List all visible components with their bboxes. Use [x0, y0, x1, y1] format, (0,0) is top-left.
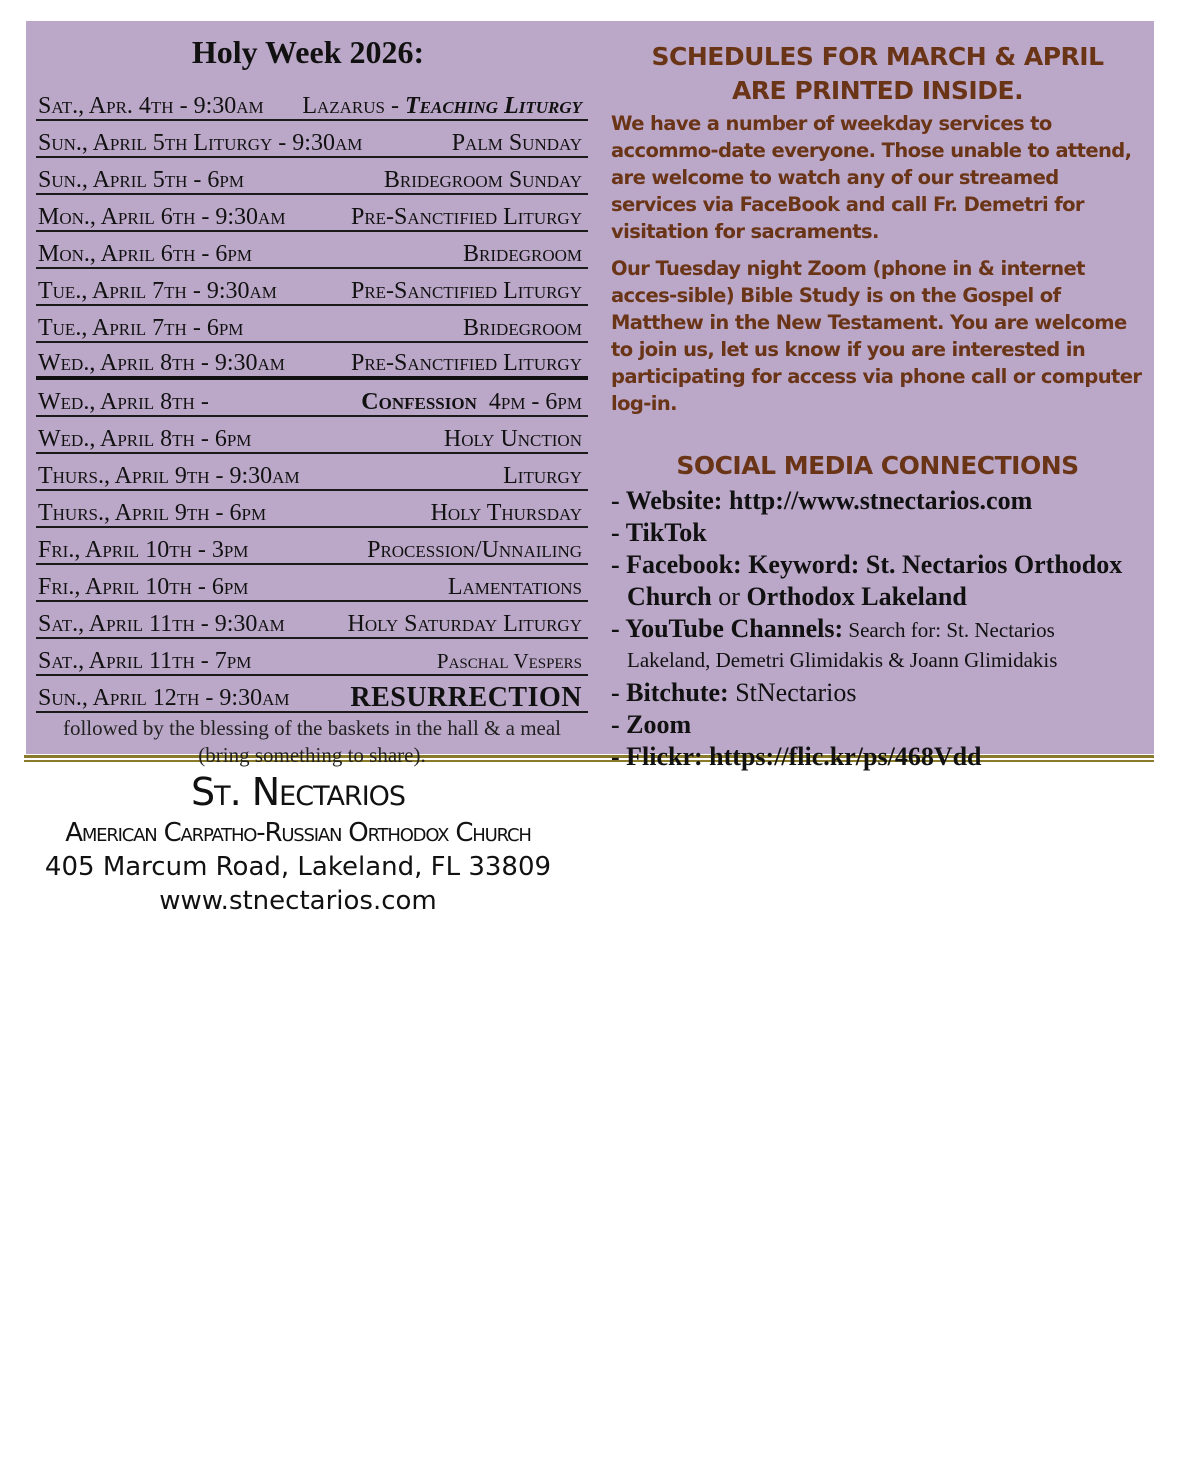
zoom-item[interactable]: - Zoom	[611, 710, 692, 739]
schedule-event: Liturgy	[503, 463, 582, 489]
schedule-event	[302, 93, 582, 119]
bitchute-item[interactable]	[611, 677, 1144, 709]
schedule-event-emphasis: Teaching Liturgy	[404, 93, 582, 119]
youtube-label: - YouTube Channels:	[611, 614, 844, 643]
schedule-row	[36, 84, 588, 121]
schedule-event: Bridegroom Sunday	[383, 167, 582, 193]
schedule-event-label: Lazarus -	[302, 93, 399, 119]
right-column	[611, 38, 1144, 773]
schedule-row	[36, 417, 588, 454]
schedule-event: Holy Thursday	[430, 500, 582, 526]
schedule-date: Wed., April 8th -	[38, 389, 209, 415]
schedule-date: Thurs., April 9th - 6pm	[38, 500, 267, 526]
bible-study-paragraph: Our Tuesday night Zoom (phone in & internet acces-sible) Bible Study is on the Gospel of Matthew in the New Testament. You are welcome to join us, let us know if you are interested in participating for access via phone call or computer log-in.	[611, 257, 1142, 415]
church-name: St. Nectarios	[190, 770, 406, 814]
schedule-row	[36, 602, 588, 639]
schedule-row	[36, 639, 588, 676]
youtube-channels: Lakeland, Demetri Glimidakis & Joann Glimidakis	[627, 648, 1058, 672]
facebook-item-cont	[611, 581, 1144, 613]
schedule-date: Mon., April 6th - 6pm	[38, 241, 252, 267]
schedule-event: Pre-Sanctified Liturgy	[350, 350, 582, 376]
church-footer	[20, 768, 576, 918]
resurrection-event: RESURRECTION	[350, 682, 582, 713]
social-media-list	[611, 485, 1144, 773]
youtube-item[interactable]	[611, 613, 1144, 646]
schedule-event: Holy Unction	[443, 426, 582, 452]
schedule-row	[36, 676, 588, 713]
schedule-row	[36, 491, 588, 528]
schedules-heading-line2: ARE PRINTED INSIDE.	[731, 76, 1024, 105]
schedule-event: Holy Saturday Liturgy	[347, 611, 582, 637]
schedule-event: Lamentations	[447, 574, 582, 600]
schedule-event-label: Confession	[361, 389, 477, 415]
schedule-date: Sat., April 11th - 7pm	[38, 648, 252, 674]
bitchute-value: StNectarios	[728, 678, 857, 707]
schedule-row	[36, 343, 588, 380]
schedule-event: Bridegroom	[463, 241, 582, 267]
schedule-event: Bridegroom	[463, 315, 582, 341]
bitchute-label: - Bitchute:	[611, 678, 729, 707]
schedule-date: Sat., April 11th - 9:30am	[38, 611, 285, 637]
social-media-heading: SOCIAL MEDIA CONNECTIONS	[676, 451, 1079, 480]
church-subtitle: American Carpatho-Russian Orthodox Church	[65, 818, 531, 848]
schedule-date: Sun., April 12th - 9:30am	[38, 685, 290, 711]
schedule-event: Pre-Sanctified Liturgy	[350, 204, 582, 230]
schedule-row	[36, 380, 588, 417]
schedule-event: Pre-Sanctified Liturgy	[350, 278, 582, 304]
facebook-item[interactable]: - Facebook: Keyword: St. Nectarios Orthodox	[611, 550, 1123, 579]
schedule-date: Sun., April 5th Liturgy - 9:30am	[38, 130, 363, 156]
schedule-row	[36, 232, 588, 269]
schedule-event: Paschal Vespers	[436, 649, 582, 673]
facebook-keyword-lakeland: Orthodox Lakeland	[746, 582, 967, 611]
facebook-keyword-church: Church	[627, 582, 712, 611]
holy-week-title: Holy Week 2026:	[191, 34, 425, 70]
schedule-row	[36, 528, 588, 565]
schedule-row	[36, 269, 588, 306]
flickr-link[interactable]: - Flickr: https://flic.kr/ps/468Vdd	[611, 742, 982, 771]
schedule-event: Procession/Unnailing	[367, 537, 582, 563]
schedules-heading-line1: SCHEDULES FOR MARCH & APRIL	[651, 42, 1104, 71]
followed-by-note: followed by the blessing of the baskets in the hall & a meal (bring something to share).	[62, 716, 562, 767]
schedule-row	[36, 454, 588, 491]
facebook-or: or	[711, 582, 747, 611]
schedule-row	[36, 121, 588, 158]
youtube-search: Search for: St. Nectarios	[843, 618, 1055, 642]
holy-week-schedule	[36, 84, 588, 769]
schedule-date: Sun., April 5th - 6pm	[38, 167, 244, 193]
schedule-row	[36, 306, 588, 343]
schedule-date: Wed., April 8th - 9:30am	[38, 350, 285, 376]
schedule-date: Wed., April 8th - 6pm	[38, 426, 252, 452]
website-link[interactable]: - Website: http://www.stnectarios.com	[611, 486, 1033, 515]
schedule-date: Thurs., April 9th - 9:30am	[38, 463, 300, 489]
schedule-row	[36, 195, 588, 232]
schedules-heading	[611, 38, 1144, 110]
church-website[interactable]: www.stnectarios.com	[159, 886, 437, 916]
schedule-date: Fri., April 10th - 6pm	[38, 574, 249, 600]
church-address: 405 Marcum Road, Lakeland, FL 33809	[44, 852, 552, 882]
weekday-services-paragraph: We have a number of weekday services to accommo-date everyone. Those unable to attend, are welcome to watch any of our streamed services via FaceBook and call Fr. Demetri for visitation for sacraments.	[611, 112, 1132, 243]
schedule-date: Tue., April 7th - 6pm	[38, 315, 244, 341]
youtube-item-cont	[611, 646, 1144, 673]
schedule-event	[361, 389, 582, 415]
schedule-row	[36, 565, 588, 602]
schedule-row	[36, 158, 588, 195]
schedule-date: Tue., April 7th - 9:30am	[38, 278, 277, 304]
schedule-date: Sat., Apr. 4th - 9:30am	[38, 93, 264, 119]
schedule-event: Palm Sunday	[451, 130, 582, 156]
schedule-date: Fri., April 10th - 3pm	[38, 537, 249, 563]
schedule-event-time: 4pm - 6pm	[488, 389, 582, 415]
schedule-date: Mon., April 6th - 9:30am	[38, 204, 286, 230]
tiktok-item[interactable]: - TikTok	[611, 518, 707, 547]
